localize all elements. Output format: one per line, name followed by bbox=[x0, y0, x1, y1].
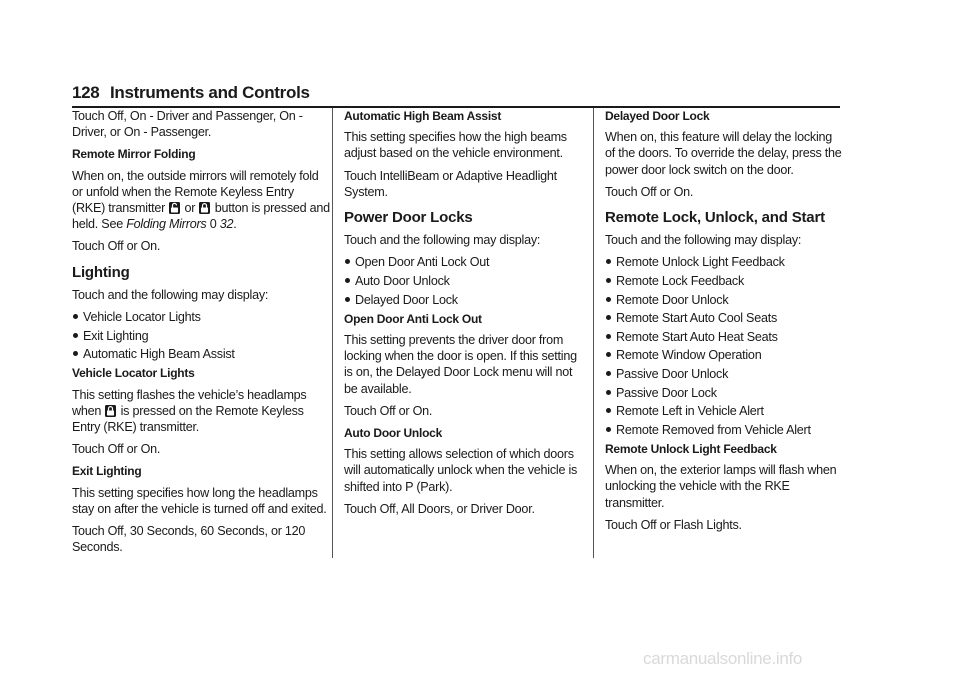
paragraph: Touch Off or On. bbox=[72, 239, 161, 254]
lock-icon bbox=[105, 405, 116, 417]
column-2 bbox=[344, 108, 582, 523]
heading-power-door-locks: Power Door Locks bbox=[344, 209, 473, 227]
paragraph: Touch Off, 30 Seconds, 60 Seconds, or 120 Seconds. bbox=[72, 524, 306, 555]
subheading-delayed-door-lock: Delayed Door Lock bbox=[605, 109, 710, 123]
watermark: carmanualsonline.info bbox=[643, 649, 803, 668]
unlock-icon bbox=[169, 202, 180, 214]
subheading-auto-high-beam: Automatic High Beam Assist bbox=[344, 109, 502, 123]
column-divider bbox=[593, 108, 594, 558]
paragraph: Touch Off, On - Driver and Passenger, On - Driver, or On - Passenger. bbox=[72, 109, 303, 140]
list-item: Automatic High Beam Assist bbox=[72, 346, 330, 362]
paragraph: This setting specifies how long the headlamps stay on after the vehicle is turned off and exited. bbox=[72, 485, 327, 516]
lighting-list bbox=[72, 309, 330, 362]
list-item: Exit Lighting bbox=[72, 328, 330, 344]
subheading-remote-unlock-light-feedback: Remote Unlock Light Feedback bbox=[605, 441, 777, 456]
paragraph: When on, this feature will delay the locking of the doors. To override the delay, press the power door lock switch on the door. bbox=[605, 130, 842, 177]
paragraph: Touch Off, All Doors, or Driver Door. bbox=[344, 501, 535, 516]
list-item: Passive Door Lock bbox=[605, 385, 845, 401]
reference-symbol: 0 bbox=[209, 217, 217, 232]
list-item: Remote Left in Vehicle Alert bbox=[605, 403, 845, 419]
paragraph: Touch Off or On. bbox=[72, 442, 161, 457]
list-item: Open Door Anti Lock Out bbox=[344, 254, 582, 270]
reference-page[interactable]: 32 bbox=[219, 217, 234, 232]
heading-remote-lock-unlock-start: Remote Lock, Unlock, and Start bbox=[605, 209, 825, 227]
paragraph: This setting specifies how the high beams adjust based on the vehicle environment. bbox=[344, 130, 567, 161]
subheading-open-door-anti-lock-out: Open Door Anti Lock Out bbox=[344, 311, 482, 326]
list-item: Remote Unlock Light Feedback bbox=[605, 254, 845, 270]
paragraph: Touch IntelliBeam or Adaptive Headlight System. bbox=[344, 168, 557, 199]
heading-lighting: Lighting bbox=[72, 263, 130, 281]
list-item: Remote Window Operation bbox=[605, 347, 845, 363]
section-title: Instruments and Controls bbox=[110, 83, 310, 102]
list-item: Passive Door Unlock bbox=[605, 366, 845, 382]
column-3 bbox=[605, 108, 845, 539]
paragraph: Touch and the following may display: bbox=[605, 233, 802, 248]
list-item: Remote Start Auto Heat Seats bbox=[605, 329, 845, 345]
paragraph: Touch Off or On. bbox=[605, 184, 694, 199]
paragraph: This setting allows selection of which doors will automatically unlock when the vehicle is shifted into P (Park). bbox=[344, 447, 578, 494]
page-number: 128 bbox=[72, 83, 100, 102]
list-item: Remote Removed from Vehicle Alert bbox=[605, 422, 845, 438]
list-item: Remote Lock Feedback bbox=[605, 273, 845, 289]
paragraph: Touch Off or Flash Lights. bbox=[605, 517, 742, 532]
paragraph: When on, the exterior lamps will flash when unlocking the vehicle with the RKE transmitter. bbox=[605, 463, 837, 510]
paragraph: This setting prevents the driver door from locking when the door is open. If this setting is on, the Delayed Door Lock menu will not be available. bbox=[344, 333, 577, 396]
remote-settings-list bbox=[605, 254, 845, 438]
paragraph: Touch and the following may display: bbox=[72, 287, 269, 302]
subheading-exit-lighting: Exit Lighting bbox=[72, 464, 142, 479]
subheading-remote-mirror-folding: Remote Mirror Folding bbox=[72, 147, 196, 162]
list-item: Delayed Door Lock bbox=[344, 292, 582, 308]
paragraph: Touch Off or On. bbox=[344, 403, 433, 418]
list-item: Remote Start Auto Cool Seats bbox=[605, 310, 845, 326]
power-door-locks-list bbox=[344, 254, 582, 307]
column-divider bbox=[332, 108, 333, 558]
cross-reference-link[interactable]: Folding Mirrors bbox=[126, 217, 207, 232]
paragraph-remote-mirror: When on, the outside mirrors will remotely fold or unfold when the Remote Keyless Entry (RKE) transmitter or button is pressed and held. See Folding Mirrors 0 32. bbox=[72, 168, 330, 232]
list-item: Vehicle Locator Lights bbox=[72, 309, 330, 325]
page-header bbox=[72, 82, 840, 108]
subheading-auto-door-unlock: Auto Door Unlock bbox=[344, 426, 442, 441]
paragraph-vehicle-locator: This setting flashes the vehicle’s headlamps when is pressed on the Remote Keyless Entry (RKE) transmitter. bbox=[72, 387, 307, 435]
paragraph: Touch and the following may display: bbox=[344, 233, 541, 248]
list-item: Remote Door Unlock bbox=[605, 292, 845, 308]
lock-icon bbox=[199, 202, 210, 214]
list-item: Auto Door Unlock bbox=[344, 273, 582, 289]
column-1 bbox=[72, 108, 330, 561]
subheading-vehicle-locator-lights: Vehicle Locator Lights bbox=[72, 366, 195, 381]
